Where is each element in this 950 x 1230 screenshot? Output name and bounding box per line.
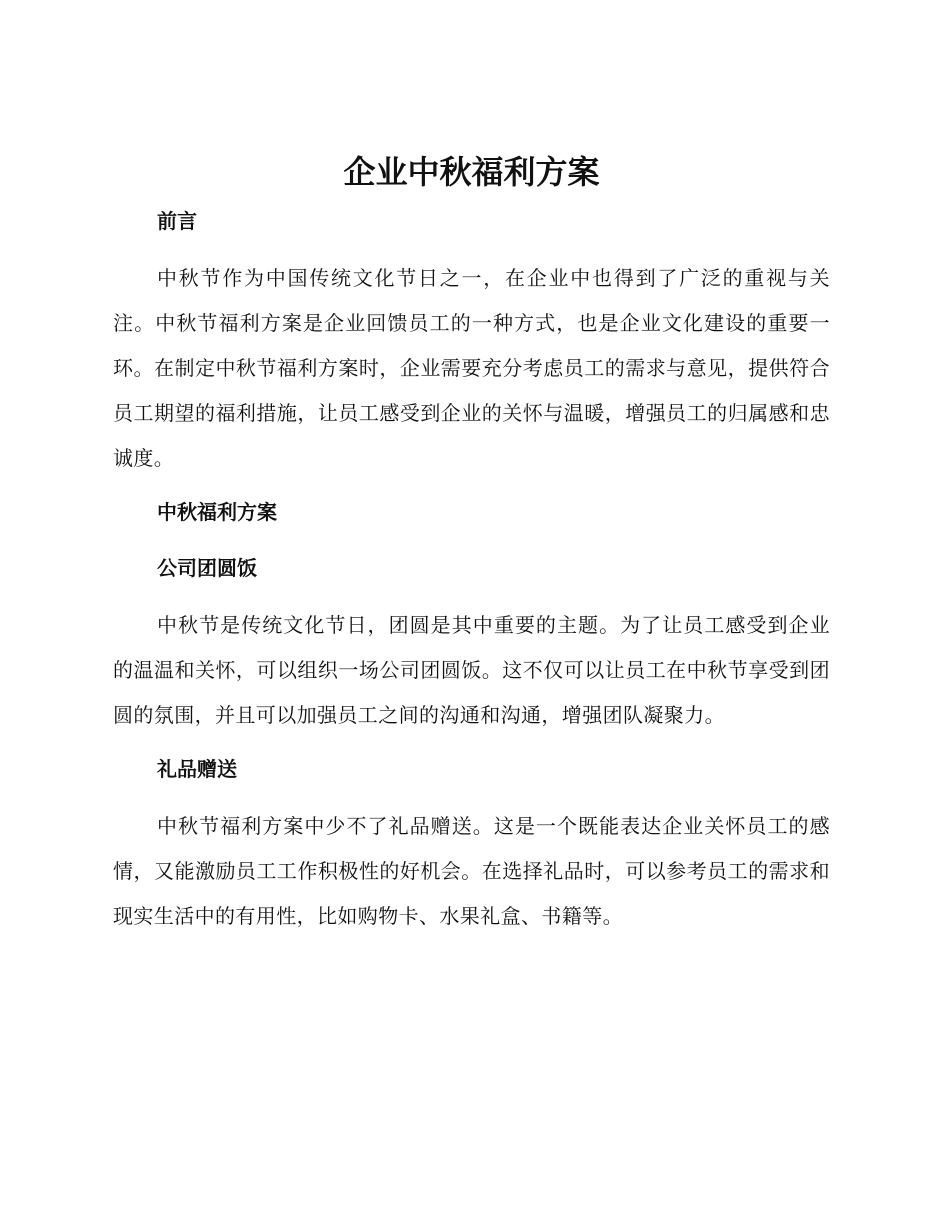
section-paragraph-reunion-dinner: 中秋节是传统文化节日，团圆是其中重要的主题。为了让员工感受到企业的温温和关怀，可以组织一场公司团圆饭。这不仅可以让员工在中秋节享受到团圆的氛围，并且可以加强员工之间的沟通和沟通，增强团队凝聚力。 — [113, 613, 830, 727]
document-title: 企业中秋福利方案 — [343, 153, 600, 191]
section-heading-reunion-dinner: 公司团圆饭 — [157, 556, 257, 580]
section-paragraph-preface: 中秋节作为中国传统文化节日之一，在企业中也得到了广泛的重视与关注。中秋节福利方案是企业回馈员工的一种方式，也是企业文化建设的重要一环。在制定中秋节福利方案时，企业需要充分考虑员工的需求与意见，提供符合员工期望的福利措施，让员工感受到企业的关怀与温暖，增强员工的归属感和忠诚度。 — [113, 266, 830, 470]
section-heading-preface: 前言 — [157, 209, 197, 233]
section-paragraph-gifts: 中秋节福利方案中少不了礼品赠送。这是一个既能表达企业关怀员工的感情，又能激励员工工作积极性的好机会。在选择礼品时，可以参考员工的需求和现实生活中的有用性，比如购物卡、水果礼盒、书籍等。 — [113, 814, 830, 928]
section-heading-gifts: 礼品赠送 — [157, 757, 237, 781]
section-heading-plan: 中秋福利方案 — [157, 500, 277, 524]
